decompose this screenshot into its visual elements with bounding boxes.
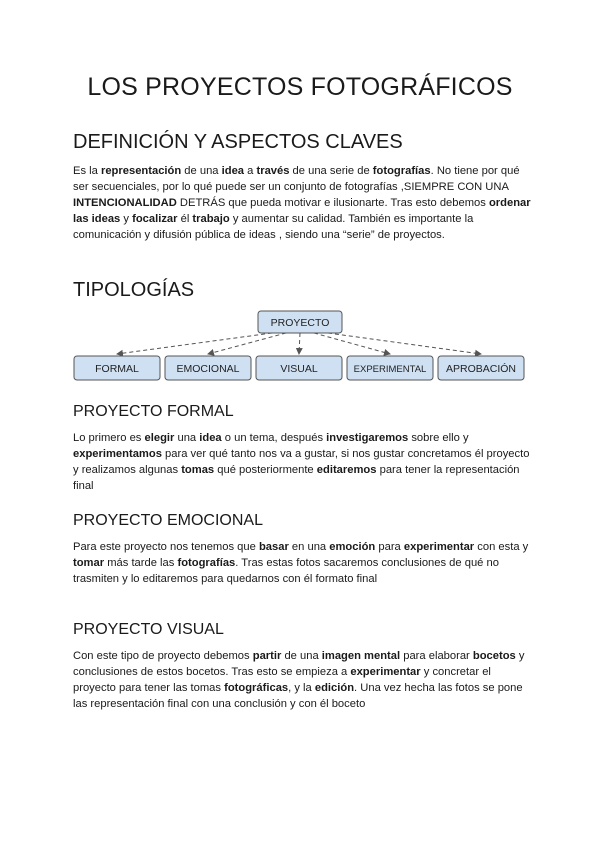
text-run: , y la	[288, 682, 315, 694]
diagram-node-aprobación	[438, 356, 524, 380]
text-run: qué posteriormente	[214, 464, 317, 476]
emphasis-text: focalizar	[132, 213, 178, 225]
diagram-root-node	[258, 311, 342, 333]
text-run: más tarde las	[104, 557, 178, 569]
text-run: y	[120, 213, 133, 225]
diagram-node-label: FORMAL	[95, 363, 139, 375]
text-run: con esta y	[474, 541, 529, 553]
typologies-heading: TIPOLOGÍAS	[73, 279, 195, 301]
emphasis-text: fotográficas	[224, 682, 289, 694]
text-run: DETRÁS que pueda motivar e ilusionarte. Tras esto debemos	[176, 197, 489, 209]
emphasis-text: experimentamos	[73, 448, 162, 460]
text-run: a	[244, 165, 257, 177]
diagram-node-emocional	[165, 356, 251, 380]
text-run: . Una vez hecha las fotos se pone las representación final con una conclusión y con él boceto	[73, 682, 523, 710]
typology-diagram	[70, 308, 530, 384]
text-run: y aumentar su calidad. También es importante la comunicación y difusión pública de ideas , siendo una “serie” de proyectos.	[73, 213, 474, 241]
emphasis-text: partir	[252, 650, 282, 662]
text-run: en una	[288, 541, 330, 553]
emphasis-text: elegir	[144, 432, 175, 444]
text-run: de una	[181, 165, 222, 177]
diagram-node-experimental	[347, 356, 433, 380]
diagram-node-label: EXPERIMENTAL	[353, 364, 427, 375]
text-run: Lo primero es	[73, 432, 145, 444]
emphasis-text: edición	[314, 682, 355, 694]
emphasis-text: bocetos	[472, 650, 516, 662]
emphasis-text: investigaremos	[326, 432, 409, 444]
definition-paragraph	[73, 163, 535, 243]
emphasis-text: experimentar	[403, 541, 475, 553]
emphasis-text: trabajo	[192, 213, 230, 225]
text-run: o un tema, después	[221, 432, 327, 444]
text-run: . Tras estas fotos sacaremos conclusiones de qué no trasmiten y lo editaremos para quedarnos con él formato final	[73, 557, 499, 585]
emphasis-text: editaremos	[316, 464, 377, 476]
diagram-node-label: VISUAL	[280, 363, 318, 375]
diagram-node-label: EMOCIONAL	[176, 363, 240, 375]
diagram-connectors	[117, 333, 481, 354]
diagram-root-label: PROYECTO	[270, 317, 330, 329]
emphasis-text: imagen mental	[321, 650, 401, 662]
emphasis-text: tomas	[181, 464, 215, 476]
text-run: de una	[281, 650, 322, 662]
text-run: Con este tipo de proyecto debemos	[73, 650, 253, 662]
formal-heading: PROYECTO FORMAL	[73, 403, 234, 420]
diagram-connector	[208, 333, 286, 354]
emphasis-text: idea	[199, 432, 222, 444]
text-run: y concretar el proyecto para tener las tomas	[73, 666, 491, 694]
emphasis-text: tomar	[73, 557, 105, 569]
emphasis-text: través	[256, 165, 290, 177]
definition-heading: DEFINICIÓN Y ASPECTOS CLAVES	[73, 131, 403, 153]
text-run: él	[177, 213, 193, 225]
text-run: . No tiene por qué ser secuenciales, por lo qué puede ser un conjunto de fotografías ,SIEMPRE CON UNA	[73, 165, 520, 193]
text-run: Para este proyecto nos tenemos que	[73, 541, 259, 553]
text-run: y conclusiones de estos bocetos. Tras esto se empieza a	[73, 650, 525, 678]
emphasis-text: basar	[258, 541, 289, 553]
text-run: una	[174, 432, 200, 444]
diagram-node-visual	[256, 356, 342, 380]
emotional-paragraph	[73, 539, 535, 587]
emphasis-text: ordenar las ideas	[73, 197, 531, 225]
text-run: para tener la representación final	[73, 464, 520, 492]
page-title: LOS PROYECTOS FOTOGRÁFICOS	[87, 73, 513, 101]
emphasis-text: representación	[100, 165, 182, 177]
visual-heading: PROYECTO VISUAL	[73, 621, 224, 638]
text-run: de una serie de	[289, 165, 373, 177]
emphasis-text: emoción	[329, 541, 376, 553]
text-run: Es la	[73, 165, 101, 177]
emotional-heading: PROYECTO EMOCIONAL	[73, 512, 263, 529]
formal-paragraph	[73, 430, 535, 494]
emphasis-text: experimentar	[350, 666, 421, 678]
diagram-node-formal	[74, 356, 160, 380]
emphasis-text: fotografías	[177, 557, 236, 569]
visual-paragraph	[73, 648, 535, 712]
text-run: para	[375, 541, 404, 553]
text-run: para elaborar	[400, 650, 473, 662]
diagram-connector	[299, 333, 300, 354]
text-run: sobre ello y	[408, 432, 469, 444]
emphasis-text: INTENCIONALIDAD	[73, 197, 177, 209]
diagram-node-label: APROBACIÓN	[445, 363, 517, 375]
text-run: para ver qué tanto nos va a gustar, si nos gustar concretamos él proyecto y realizamos algunas	[73, 448, 530, 476]
emphasis-text: idea	[221, 165, 245, 177]
emphasis-text: fotografías	[372, 165, 431, 177]
